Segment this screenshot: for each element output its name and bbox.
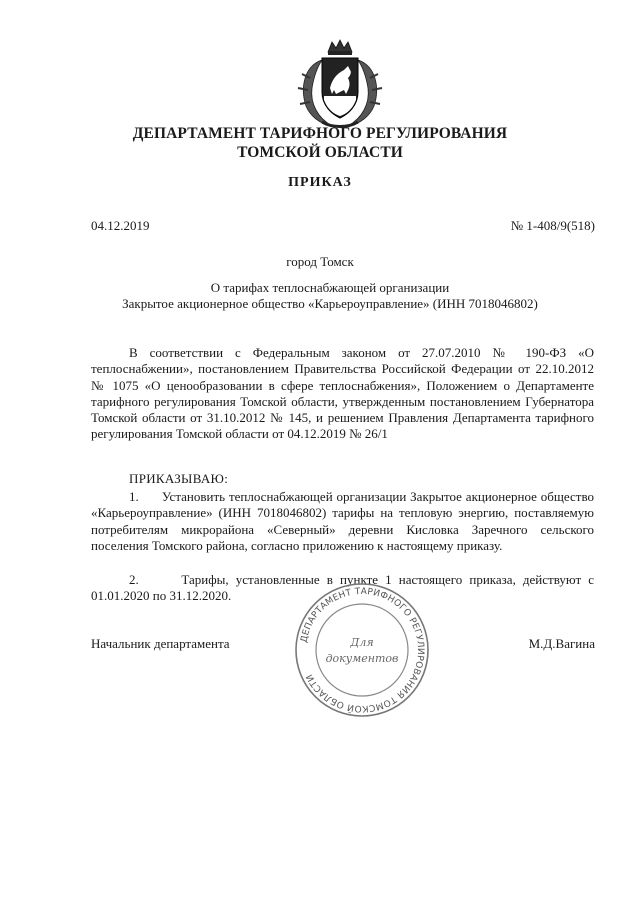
subject-line1: О тарифах теплоснабжающей организации [210, 280, 450, 295]
stamp-center-line1: Для [350, 636, 374, 649]
city: город Томск [286, 254, 354, 269]
signatory-position: Начальник департамента [91, 636, 230, 651]
order-item-2: 2. Тарифы, установленные в пункте 1 настоящего приказа, действуют с 01.01.2020 по 31.12.2020. [91, 572, 594, 604]
order-word: ПРИКАЗЫВАЮ: [129, 471, 229, 486]
order-number: № 1-408/9(518) [510, 218, 595, 233]
official-stamp [292, 580, 432, 720]
stamp-center-line2: документов [325, 652, 399, 665]
subject-line2: Закрытое акционерное общество «Карьероуправление» (ИНН 7018046802) [122, 296, 538, 311]
signatory-name: М.Д.Вагина [528, 636, 595, 651]
coat-of-arms-icon [292, 38, 388, 130]
stamp-ring-text: ДЕПАРТАМЕНТ ТАРИФНОГО РЕГУЛИРОВАНИЯ ТОМСКОЙ ОБЛАСТИ [299, 586, 426, 714]
order-date: 04.12.2019 [91, 218, 150, 233]
order-subject [60, 280, 600, 312]
department-title-line2: ТОМСКОЙ ОБЛАСТИ [237, 144, 403, 161]
order-title: ПРИКАЗ [288, 175, 352, 190]
order-item-1: 1. Установить теплоснабжающей организации Закрытое акционерное общество «Карьероуправление» (ИНН 7018046802) тарифы на тепловую энергию, поставляемую потребителям микрорайона «Северный» деревни Кисловка Заречного сельского поселения Томского района, согласно приложению к настоящему приказу. [91, 489, 594, 553]
department-title-line1: ДЕПАРТАМЕНТ ТАРИФНОГО РЕГУЛИРОВАНИЯ [132, 125, 508, 142]
preamble-paragraph: В соответствии с Федеральным законом от 27.07.2010 № 190-ФЗ «О теплоснабжении», постановлением Правительства Российской Федерации от 22.10.2012 № 1075 «О ценообразовании в сфере теплоснабжения», Положением о Департаменте тарифного регулирования Томской области, утвержденным постановлением Губернатора Томской области от 31.10.2012 № 145, и решением Правления Департамента тарифного регулирования Томской области от 04.12.2019 № 26/1 [91, 345, 594, 442]
